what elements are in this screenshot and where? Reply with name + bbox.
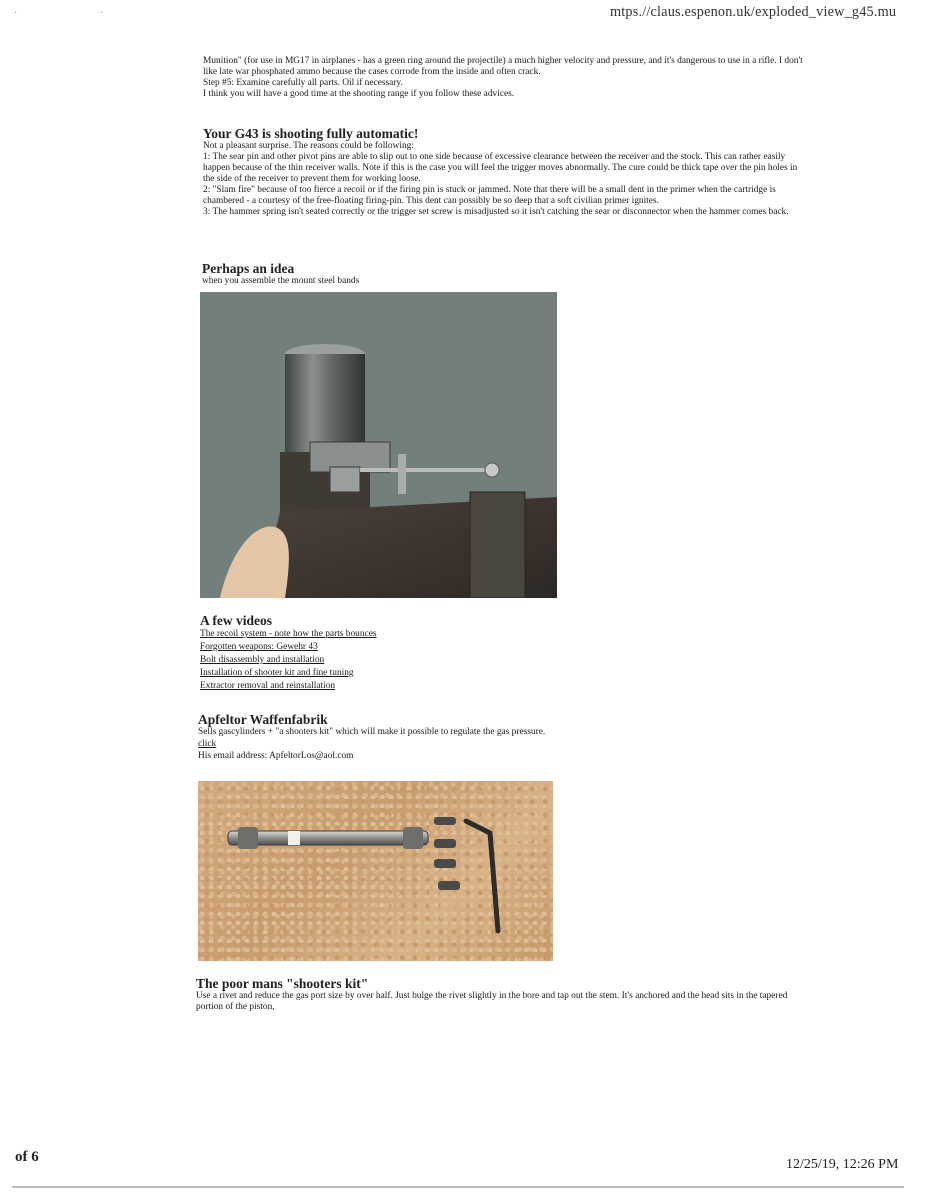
video-link-recoil-system[interactable]: The recoil system - note how the parts bounces	[200, 629, 377, 639]
reason-3: 3: The hammer spring isn't seated correctly or the trigger set screw is misadjusted so it isn't catching the sear or disconnector when the hammer comes back.	[203, 207, 789, 217]
mount-photo-illustration	[200, 292, 557, 598]
apfeltor-click-link[interactable]: click	[198, 739, 217, 749]
shooters-kit-photo	[198, 781, 553, 961]
page-url: mtps.//claus.espenon.uk/exploded_view_g45.mu	[610, 4, 897, 20]
video-link-forgotten-weapons[interactable]: Forgotten weapons: Gewehr 43	[200, 642, 318, 652]
poor-mans-text: Use a rivet and reduce the gas port size by over half. Just bulge the rivet slightly in the bore and tap out the stem. It's anchored and the head sits in the tapered portion of the piston,	[196, 991, 788, 1012]
intro-line-2: Step #5: Examine carefully all parts. Oil if necessary.	[203, 78, 403, 88]
intro-line-1: Munition" (for use in MG17 in airplanes - has a green ring around the projectile) a much higher velocity and pressure, and it's dangerous to use in a rifle. I don't like late war phosphated ammo because the cases corrode from the inside and often crack.	[203, 56, 803, 77]
scan-specks: · ·	[14, 8, 104, 19]
video-link-bolt-disassembly[interactable]: Bolt disassembly and installation	[200, 655, 325, 665]
apfeltor-description: Sells gascylinders + "a shooters kit" which will make it possible to regulate the gas pressure.	[198, 727, 546, 737]
page-count: of 6	[15, 1149, 39, 1165]
section-fully-automatic	[203, 126, 808, 218]
reason-1: 1: The sear pin and other pivot pins are able to slip out to one side because of excessive clearance between the receiver and the stock. This can rather easily happen because of the thin receiver walls. Note if this is the case you will feel the trigger moves abnormally. The cure could be thick tape over the pin holes in the side of the receiver to prevent them for working loose.	[203, 152, 798, 184]
apfeltor-email: His email address: ApfeltorLos@aol.com	[198, 751, 354, 761]
mount-steel-bands-photo	[200, 292, 557, 598]
bottom-rule	[12, 1186, 904, 1188]
section-apfeltor	[198, 712, 698, 762]
reason-2: 2: "Slam fire" because of too fierce a recoil or if the firing pin is stuck or jammed. Note that there will be a small dent in the primer when the cartridge is chambered - a courtesy of the free-floating firing-pin. This dent can possibly be so deep that a soft civilian primer ignites.	[203, 185, 776, 206]
shooters-kit-illustration	[198, 781, 553, 961]
intro-line-3: I think you will have a good time at the shooting range if you follow these advices.	[203, 89, 515, 99]
section-title: Perhaps an idea	[202, 261, 295, 276]
video-link-extractor-removal[interactable]: Extractor removal and reinstallation	[200, 681, 336, 691]
section-title: A few videos	[200, 613, 272, 628]
section-idea	[202, 261, 602, 287]
section-title: Apfeltor Waffenfabrik	[198, 712, 328, 727]
section-title: Your G43 is shooting fully automatic!	[203, 126, 419, 141]
section-lead: Not a pleasant surprise. The reasons could be following:	[203, 141, 414, 151]
section-videos	[200, 613, 600, 693]
video-link-shooter-kit[interactable]: Installation of shooter kit and fine tuning	[200, 668, 354, 678]
section-poor-mans-kit	[196, 976, 796, 1013]
print-timestamp: 12/25/19, 12:26 PM	[786, 1157, 899, 1172]
section-title: The poor mans "shooters kit"	[196, 976, 369, 991]
intro-block	[203, 56, 813, 100]
photo-caption: when you assemble the mount steel bands	[202, 276, 360, 286]
